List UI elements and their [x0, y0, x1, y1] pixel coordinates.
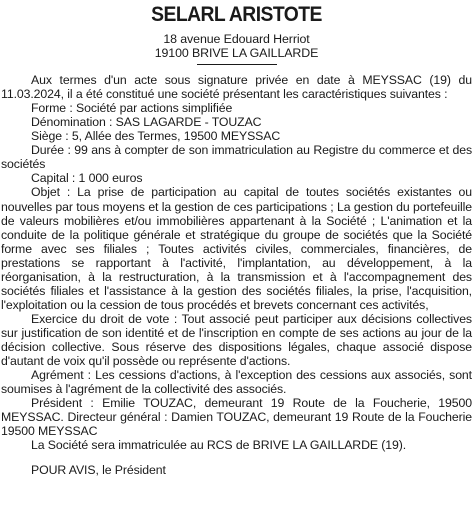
paragraph-denomination: Dénomination : SAS LAGARDE - TOUZAC [31, 115, 262, 130]
paragraph-dirigeants: Président : Emilie TOUZAC, demeurant 19 Route de la Foucherie, 19500 MEYSSAC. Directeur général : Damien TOUZAC, demeurant 19 Route de la Foucherie 19500 MEYSSAC [1, 396, 472, 439]
paragraph-droit-de-vote: Exercice du droit de vote : Tout associé peut participer aux décisions collectives sur justification de son identité et de l'inscription en compte de ses actions au jour de la décision collective. Sous réserve des dispositions légales, chaque associé dispose d'autant de voix qu'il possède ou représente d'actions. [1, 311, 472, 369]
paragraph-capital: Capital : 1 000 euros [31, 171, 143, 186]
title-divider [197, 64, 277, 65]
paragraph-forme: Forme : Société par actions simplifiée [31, 101, 233, 116]
notice-body [1, 73, 472, 477]
paragraph-intro: Aux termes d'un acte sous signature privée en date à MEYSSAC (19) du 11.03.2024, il a été constitué une société présentant les caractéristiques suivantes : [1, 73, 472, 102]
signature-line: POUR AVIS, le Président [31, 463, 166, 478]
address-city: 19100 BRIVE LA GAILLARDE [154, 46, 319, 61]
paragraph-objet: Objet : La prise de participation au capital de toutes sociétés existantes ou nouvelles par tous moyens et la gestion de ces participations ; La gestion du portefeuille de valeurs mobilières et/ou immobilières appartenant à la Société ; L'animation et la conduite de la politique générale et stratégique du groupe de sociétés que la Société forme avec ses filiales ; Toutes activités civiles, commerciales, financières, de prestations se rapportant à l'activité, l'implantation, au développement, à la réorganisation, à la restructuration, à la transmission et à l'accompagnement des sociétés filiales et l'assistance à la gestion des sociétés filiales, la prise, l'acquisition, l'exploitation ou la cession de tous procédés et brevets concernant ces activités, [1, 185, 472, 312]
paragraph-immatriculation: La Société sera immatriculée au RCS de BRIVE LA GAILLARDE (19). [31, 438, 407, 453]
notice-title: SELARL ARISTOTE [151, 3, 322, 26]
paragraph-duree: Durée : 99 ans à compter de son immatriculation au Registre du commerce et des sociétés [1, 143, 472, 172]
paragraph-siege: Siège : 5, Allée des Termes, 19500 MEYSSAC [31, 129, 281, 144]
paragraph-agrement: Agrément : Les cessions d'actions, à l'exception des cessions aux associés, sont soumises à l'agrément de la collectivité des associés. [1, 368, 472, 397]
address-street: 18 avenue Edouard Herriot [163, 32, 310, 46]
